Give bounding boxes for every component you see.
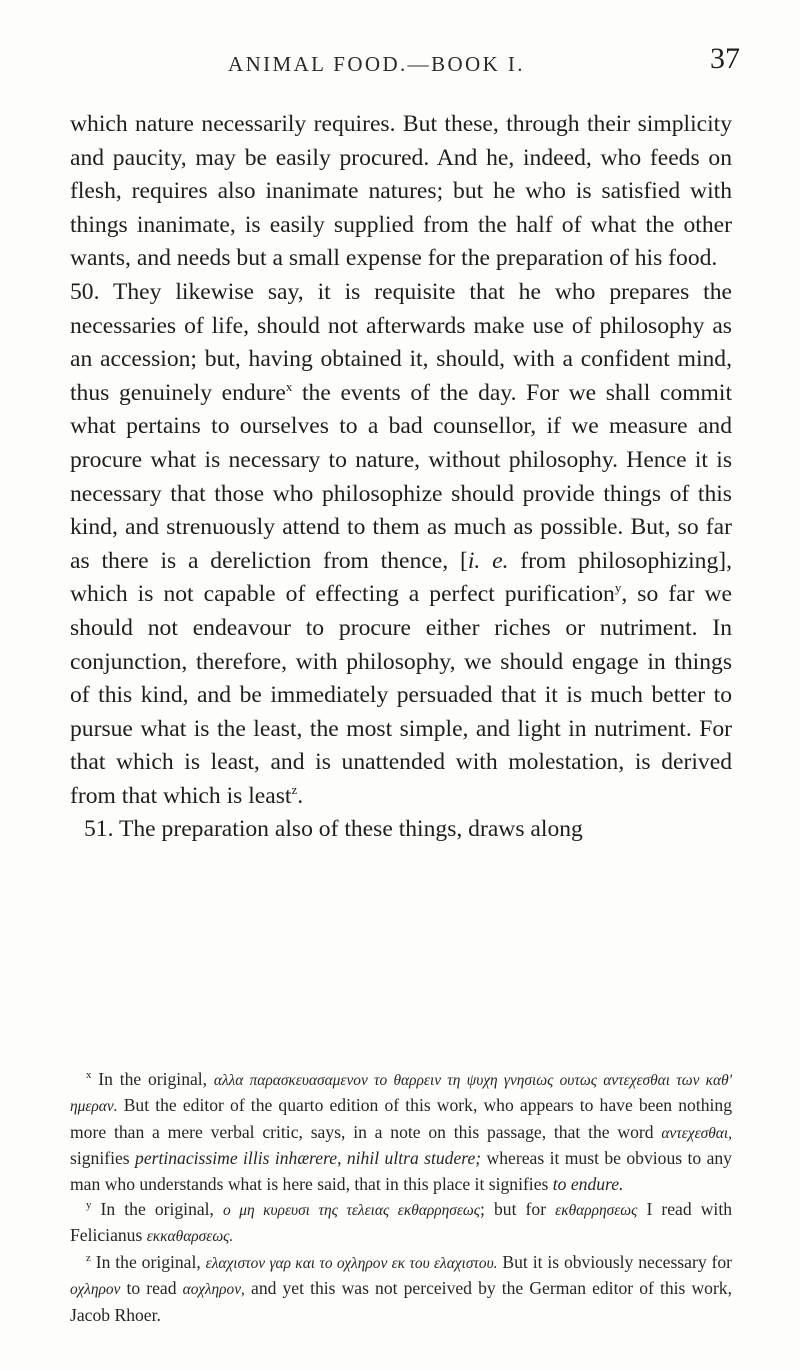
footnote-y-text-c: I read with Felicianus bbox=[70, 1199, 733, 1246]
paragraph-continued: which nature necessarily requires. But these, through their simplicity and paucity, may be easily procured. And he, indeed, who feeds on flesh, requires also inanimate natures; but he who is satisfied with things inanimate, is easily supplied from the half of what the other wants, and needs but a small expense for the preparation of his food. bbox=[70, 111, 732, 272]
footnote-z bbox=[70, 1250, 732, 1328]
footnote-y bbox=[70, 1197, 732, 1250]
paragraph-section-51: 51. The preparation also of these things, draws along bbox=[84, 816, 583, 843]
section-50-text-d: , so far we should not endeavour to procure either riches or nutriment. In conjunction, therefore, with philosophy, we should engage in things of this kind, and be immediately persuaded that it is much better to pursue what is the least, the most simple, and light in nutriment. For that which is least, and is unattended with molestation, is derived from that which is least bbox=[70, 581, 732, 809]
footnote-x-greek-b: αντεχεσθαι, bbox=[661, 1124, 732, 1142]
footnote-x-latin: pertinacissime illis inhærere, nihil ultra studere; bbox=[135, 1148, 482, 1169]
footnote-x-text-b: But the editor of the quarto edition of this work, who appears to have been nothing more than a mere verbal critic, says, in a note on this passage, that the word bbox=[70, 1095, 732, 1142]
section-50-ie: i. e. bbox=[467, 547, 509, 574]
footnote-x-text-c: signifies bbox=[70, 1148, 136, 1169]
footnote-z-greek-b: οχληρον bbox=[70, 1281, 121, 1299]
footnote-y-greek-a: ο μη κυρευσι της τελειας εκθαρρησεως bbox=[223, 1202, 481, 1220]
page-number: 37 bbox=[710, 42, 740, 75]
footnote-y-greek-b: εκθαρρησεως bbox=[555, 1202, 638, 1220]
footnote-ref-x: x bbox=[285, 378, 293, 394]
footnote-ref-z: z bbox=[291, 781, 298, 797]
footnote-x-text-d: whereas it must be obvious to any man who understands what is here said, that in this place it signifies bbox=[70, 1148, 732, 1194]
footnote-z-greek-a: ελαχιστον γαρ και το οχληρον εκ του ελαχιστου. bbox=[205, 1254, 498, 1272]
footnote-x bbox=[70, 1067, 732, 1197]
footnote-x-text-a: In the original, bbox=[91, 1069, 214, 1089]
section-50-text-b: the events of the day. For we shall commit what pertains to ourselves to a bad counsellor, if we measure and procure what is necessary to nature, without philosophy. Hence it is necessary that those who philosophize should provide things of this kind, and strenuously attend to them as much as possible. But, so far as there is a dereliction from thence, [ bbox=[70, 379, 733, 574]
footnote-y-text-b: ; but for bbox=[480, 1199, 556, 1220]
footnote-x-greek-a: αλλα παρασκευασαμενον το θαρρειν τη ψυχη γνησιως ουτως αντεχεσθαι των καθ' ημεραν. bbox=[70, 1072, 732, 1116]
footnote-z-marker: z bbox=[86, 1251, 91, 1264]
section-50-text-a: 50. They likewise say, it is requisite that he who prepares the necessaries of life, should not afterwards make use of philosophy as an accession; but, having obtained it, should, with a confident mind, thus genuinely endure bbox=[70, 278, 732, 406]
footnote-z-text-a: In the original, bbox=[90, 1251, 206, 1272]
paragraph-section-50 bbox=[70, 276, 732, 814]
footnote-z-text-d: and yet this was not perceived by the German editor of this work, Jacob Rhoer. bbox=[70, 1278, 733, 1325]
footnote-z-greek-c: αοχληρον, bbox=[182, 1281, 245, 1299]
footnote-x-italic-end: to endure. bbox=[552, 1173, 624, 1194]
main-text bbox=[70, 108, 732, 847]
section-50-text-c: from philosophizing], which is not capable of effecting a perfect purification bbox=[70, 547, 732, 608]
section-50-text-e: . bbox=[297, 782, 304, 809]
footnotes bbox=[70, 1067, 732, 1328]
footnote-ref-y: y bbox=[614, 580, 622, 596]
running-head: ANIMAL FOOD.—BOOK I. bbox=[228, 52, 525, 76]
footnote-y-marker: y bbox=[86, 1199, 92, 1212]
footnote-z-text-c: to read bbox=[120, 1278, 183, 1299]
footnote-y-greek-c: εκκαθαρσεως. bbox=[146, 1228, 234, 1246]
footnote-x-marker: x bbox=[86, 1069, 92, 1081]
footnote-z-text-b: But it is obviously necessary for bbox=[497, 1251, 732, 1272]
footnote-y-text-a: In the original, bbox=[91, 1199, 224, 1220]
